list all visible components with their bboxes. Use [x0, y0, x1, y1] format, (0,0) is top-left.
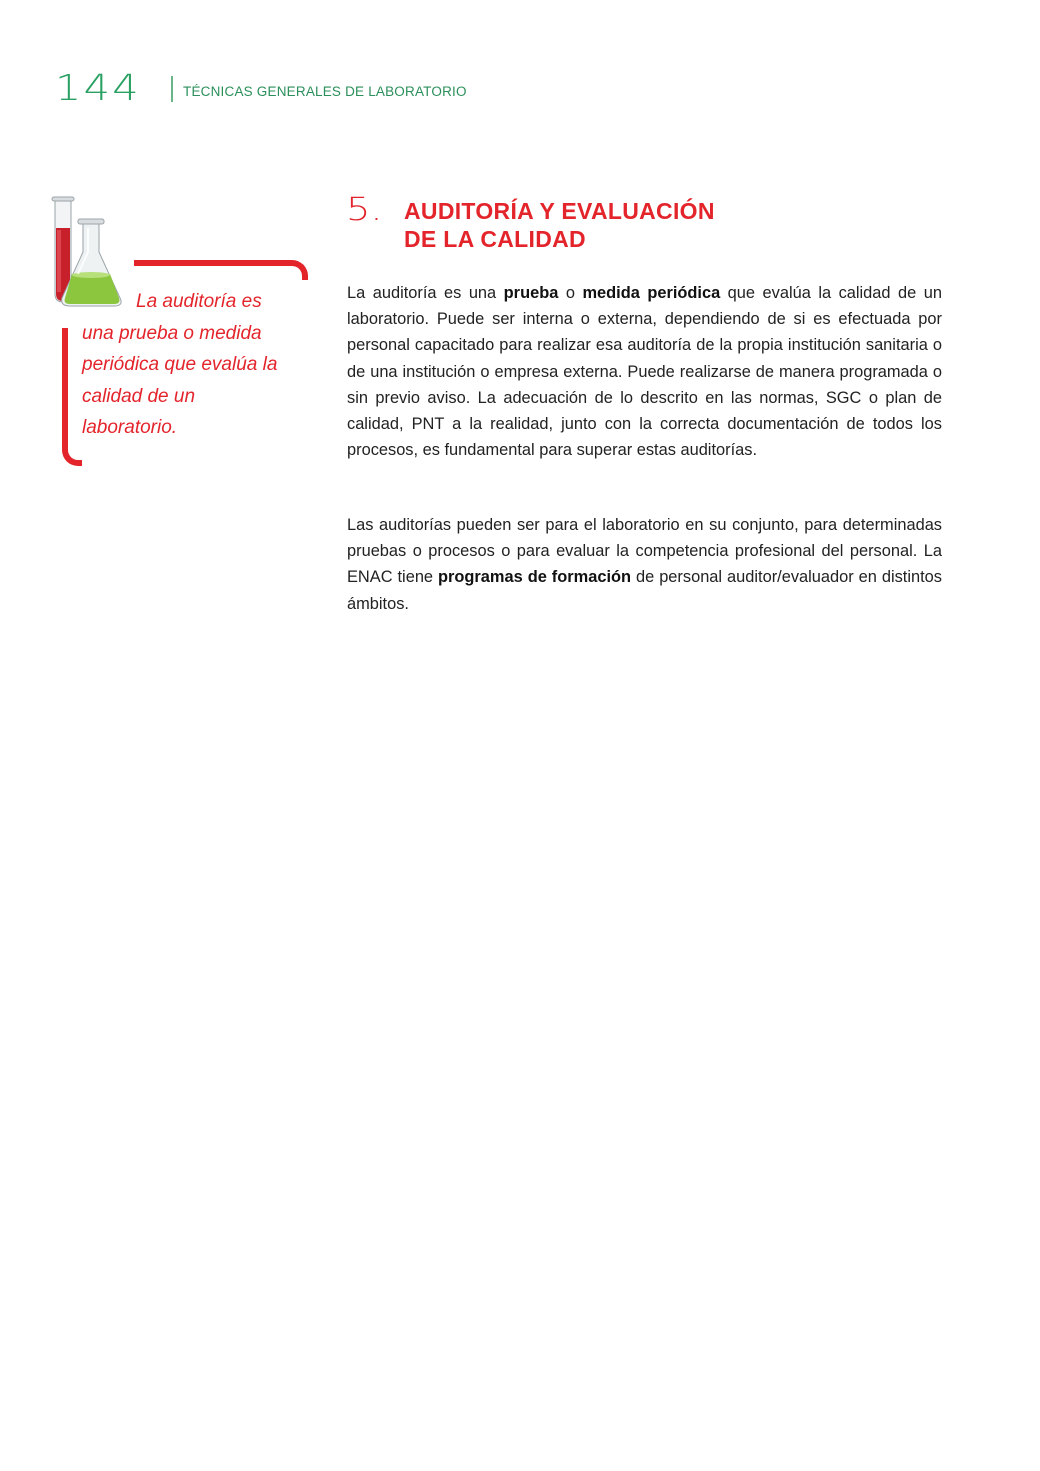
- sidebar-callout: [48, 194, 308, 474]
- paragraph2-text-1: Las auditorías pueden ser para el laboratorio en su conjunto, para determinadas pruebas o procesos o para evaluar la competencia profesional del personal. La ENAC tiene: [347, 516, 942, 587]
- paragraph2-text-2: de personal auditor/evaluador en distintos ámbitos.: [347, 568, 942, 613]
- callout-text-first-line: La auditoría es: [136, 291, 262, 312]
- paragraph1-text-1: La auditoría es una: [347, 284, 504, 302]
- section-number: 5.: [346, 190, 383, 228]
- section-heading: [404, 197, 715, 253]
- paragraph-audit-scope: [347, 512, 942, 617]
- section-heading-line1: AUDITORÍA Y EVALUACIÓN: [404, 198, 715, 224]
- callout-text: [82, 286, 287, 444]
- page-header: [55, 68, 467, 109]
- section-heading-line2: DE LA CALIDAD: [404, 226, 586, 252]
- callout-border-left: [62, 328, 82, 466]
- book-title: TÉCNICAS GENERALES DE LABORATORIO: [183, 83, 467, 99]
- section-title: [346, 190, 715, 253]
- paragraph-audit-definition: [347, 280, 942, 463]
- paragraph1-text-2: o: [558, 284, 583, 302]
- callout-text-rest: una prueba o medida periódica que evalúa la calidad de un laboratorio.: [82, 322, 278, 438]
- page-number: 144: [55, 68, 141, 109]
- callout-border-top: [134, 260, 308, 280]
- paragraph1-bold-1: prueba: [503, 284, 559, 302]
- paragraph2-bold-1: programas de formación: [438, 568, 632, 587]
- paragraph1-text-3: que evalúa la calidad de un laboratorio. Puede ser interna o externa, dependiendo de si es efectuada por personal capacitado para realizar esa auditoría de la propia institución sanitaria o de una institución o empresa externa. Puede realizarse de manera programada o sin previo aviso. La adecuación de lo descrito en las normas, SGC o plan de calidad, PNT a la realidad, junto con la correcta documentación de todos los procesos, es fundamental para superar estas auditorías.: [347, 284, 942, 460]
- paragraph1-bold-2: medida periódica: [582, 284, 721, 302]
